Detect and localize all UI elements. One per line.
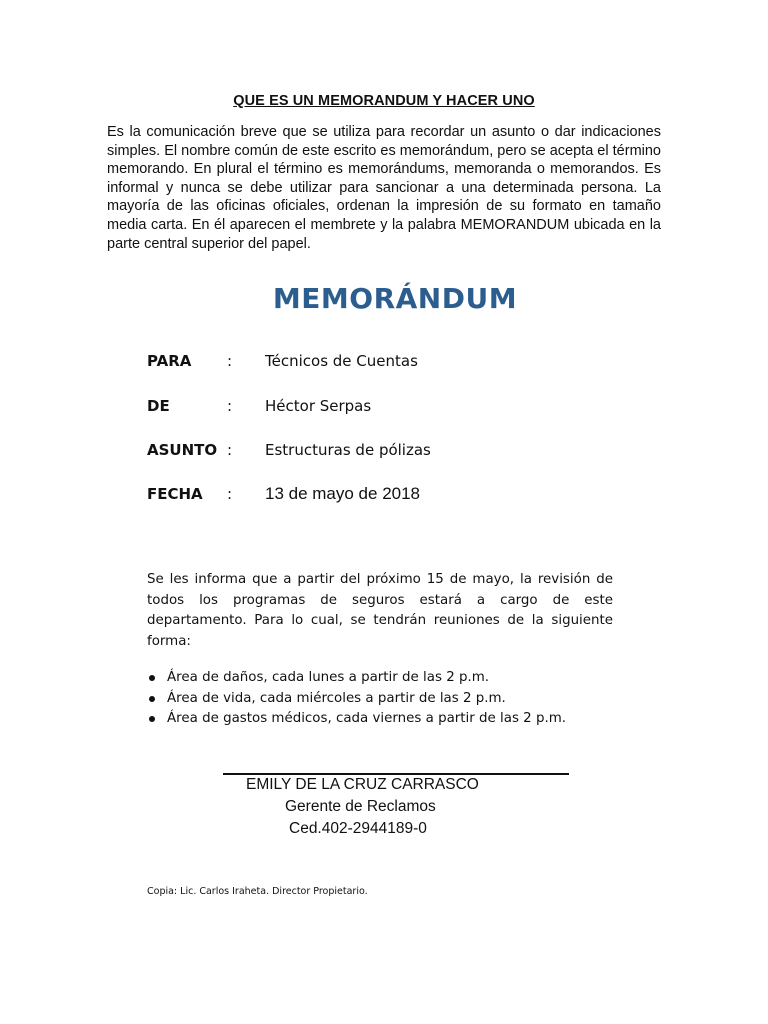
bullet-icon — [149, 696, 155, 702]
list-item-text: Área de gastos médicos, cada viernes a partir de las 2 p.m. — [167, 711, 567, 726]
field-value: Técnicos de Cuentas — [265, 352, 418, 370]
copy-note: Copia: Lic. Carlos Iraheta. Director Propietario. — [147, 886, 368, 897]
field-colon: : — [227, 397, 233, 415]
signature-id: Ced.402-2944189-0 — [289, 820, 427, 837]
list-item-text: Área de daños, cada lunes a partir de las 2 p.m. — [167, 670, 490, 685]
field-label: PARA — [147, 352, 192, 370]
memo-field-de — [147, 397, 667, 421]
bullet-icon — [149, 716, 155, 722]
intro-paragraph: Es la comunicación breve que se utiliza para recordar un asunto o dar indicaciones simples. El nombre común de este escrito es memorándum, pero se acepta el término memorando. En plural el término es memorándums, memoranda o memorandos. Es informal y nunca se debe utilizar para sancionar a una determinada persona. La mayoría de las oficinas oficiales, ordenan la impresión de su formato en tamaño media carta. En él aparecen el membrete y la palabra MEMORANDUM ubicada en la parte central superior del papel. — [107, 124, 661, 252]
signature-role: Gerente de Reclamos — [285, 798, 436, 815]
list-item — [147, 668, 617, 689]
schedule-list — [147, 668, 617, 730]
field-colon: : — [227, 352, 233, 370]
list-item-text: Área de vida, cada miércoles a partir de las 2 p.m. — [167, 690, 506, 706]
field-value: 13 de mayo de 2018 — [265, 484, 421, 503]
bullet-icon — [149, 675, 155, 681]
field-label: ASUNTO — [147, 441, 218, 459]
page-heading: QUE ES UN MEMORANDUM Y HACER UNO — [233, 93, 535, 109]
field-value: Estructuras de pólizas — [265, 441, 431, 459]
list-item — [147, 709, 617, 730]
memo-title: MEMORÁNDUM — [272, 282, 518, 315]
signature-name: EMILY DE LA CRUZ CARRASCO — [246, 776, 479, 793]
field-colon: : — [227, 441, 233, 459]
field-label: FECHA — [147, 485, 203, 503]
signature-line — [223, 773, 569, 775]
field-label: DE — [147, 397, 170, 415]
field-colon: : — [227, 485, 233, 503]
list-item — [147, 689, 617, 710]
memo-field-fecha — [147, 485, 667, 509]
field-value: Héctor Serpas — [265, 397, 372, 415]
memo-body: Se les informa que a partir del próximo 15 de mayo, la revisión de todos los programas de seguros estará a cargo de este departamento. Para lo cual, se tendrán reuniones de la siguiente forma: — [147, 572, 613, 649]
memo-field-para — [147, 352, 667, 376]
memo-field-asunto — [147, 441, 667, 465]
